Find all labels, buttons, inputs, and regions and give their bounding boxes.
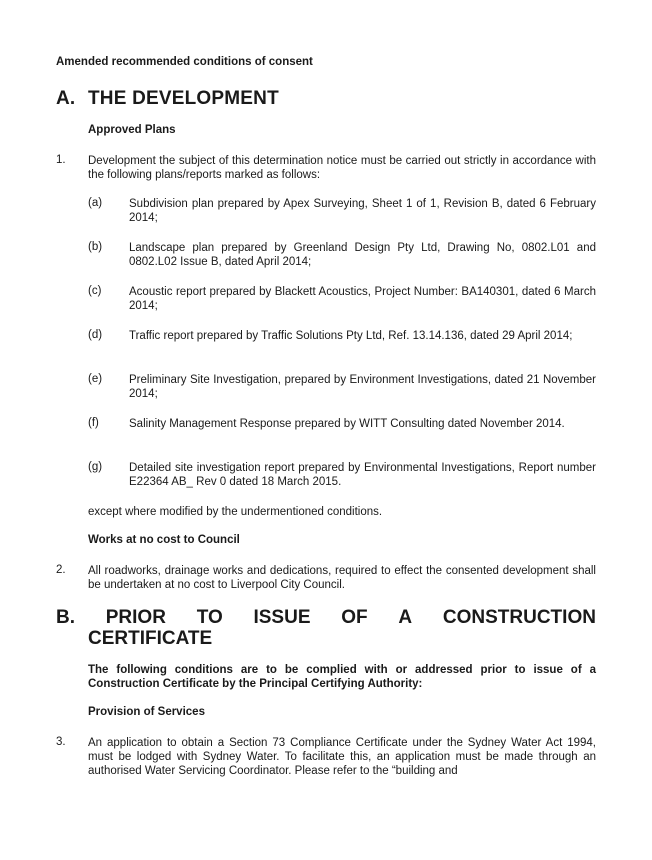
document-title: Amended recommended conditions of consent <box>56 56 313 68</box>
item-1-closing: except where modified by the undermentioned conditions. <box>88 506 383 518</box>
section-b-word: OF <box>341 607 368 628</box>
section-b-word: TO <box>196 607 223 628</box>
works-no-cost-heading: Works at no cost to Council <box>88 534 240 546</box>
section-b-word: ISSUE <box>253 607 311 628</box>
section-a-title: THE DEVELOPMENT <box>88 88 279 109</box>
subitem-b-label: (b) <box>88 241 103 253</box>
item-1-number: 1. <box>56 154 66 166</box>
subitem-c-text: Acoustic report prepared by Blackett Acoustics, Project Number: BA140301, dated 6 March 2014; <box>129 286 596 312</box>
item-2-number: 2. <box>56 564 66 576</box>
section-b-title-line1 <box>56 607 596 629</box>
section-b-letter: B. <box>56 607 75 628</box>
subitem-c-label: (c) <box>88 285 102 297</box>
subitem-b-text: Landscape plan prepared by Greenland Design Pty Ltd, Drawing No, 0802.L01 and 0802.L02 Issue B, dated April 2014; <box>129 242 596 268</box>
subitem-e-label: (e) <box>88 373 103 385</box>
subitem-a-label: (a) <box>88 197 103 209</box>
section-b-intro: The following conditions are to be complied with or addressed prior to issue of a Construction Certificate by the Principal Certifying Authority: <box>88 664 596 690</box>
section-b-word: PRIOR <box>105 607 166 628</box>
section-b-word: A <box>398 607 413 628</box>
item-1-text: Development the subject of this determination notice must be carried out strictly in accordance with the following plans/reports marked as follows: <box>88 155 596 181</box>
item-3-number: 3. <box>56 736 66 748</box>
section-b-word: CONSTRUCTION <box>442 607 596 628</box>
approved-plans-heading: Approved Plans <box>88 124 176 136</box>
subitem-g-text: Detailed site investigation report prepared by Environmental Investigations, Report number E22364 AB_ Rev 0 dated 18 March 2015. <box>129 462 596 488</box>
item-2-text: All roadworks, drainage works and dedications, required to effect the consented development shall be undertaken at no cost to Liverpool City Council. <box>88 565 596 591</box>
subitem-g-label: (g) <box>88 461 103 473</box>
subitem-f-text: Salinity Management Response prepared by WITT Consulting dated November 2014. <box>129 418 565 430</box>
subitem-a-text: Subdivision plan prepared by Apex Surveying, Sheet 1 of 1, Revision B, dated 6 February 2014; <box>129 198 596 224</box>
subitem-d-text: Traffic report prepared by Traffic Solutions Pty Ltd, Ref. 13.14.136, dated 29 April 2014; <box>129 330 573 342</box>
subitem-e-text: Preliminary Site Investigation, prepared by Environment Investigations, dated 21 November 2014; <box>129 374 596 400</box>
section-a-letter: A. <box>56 88 76 109</box>
subitem-f-label: (f) <box>88 417 99 429</box>
provision-of-services-heading: Provision of Services <box>88 706 205 718</box>
item-3-text: An application to obtain a Section 73 Compliance Certificate under the Sydney Water Act 1994, must be lodged with Sydney Water. To facilitate this, an application must be made through an authorised Water Servicing Coordinator. Please refer to the “building and <box>88 737 596 777</box>
section-b-title-line2: CERTIFICATE <box>88 628 213 649</box>
subitem-d-label: (d) <box>88 329 103 341</box>
